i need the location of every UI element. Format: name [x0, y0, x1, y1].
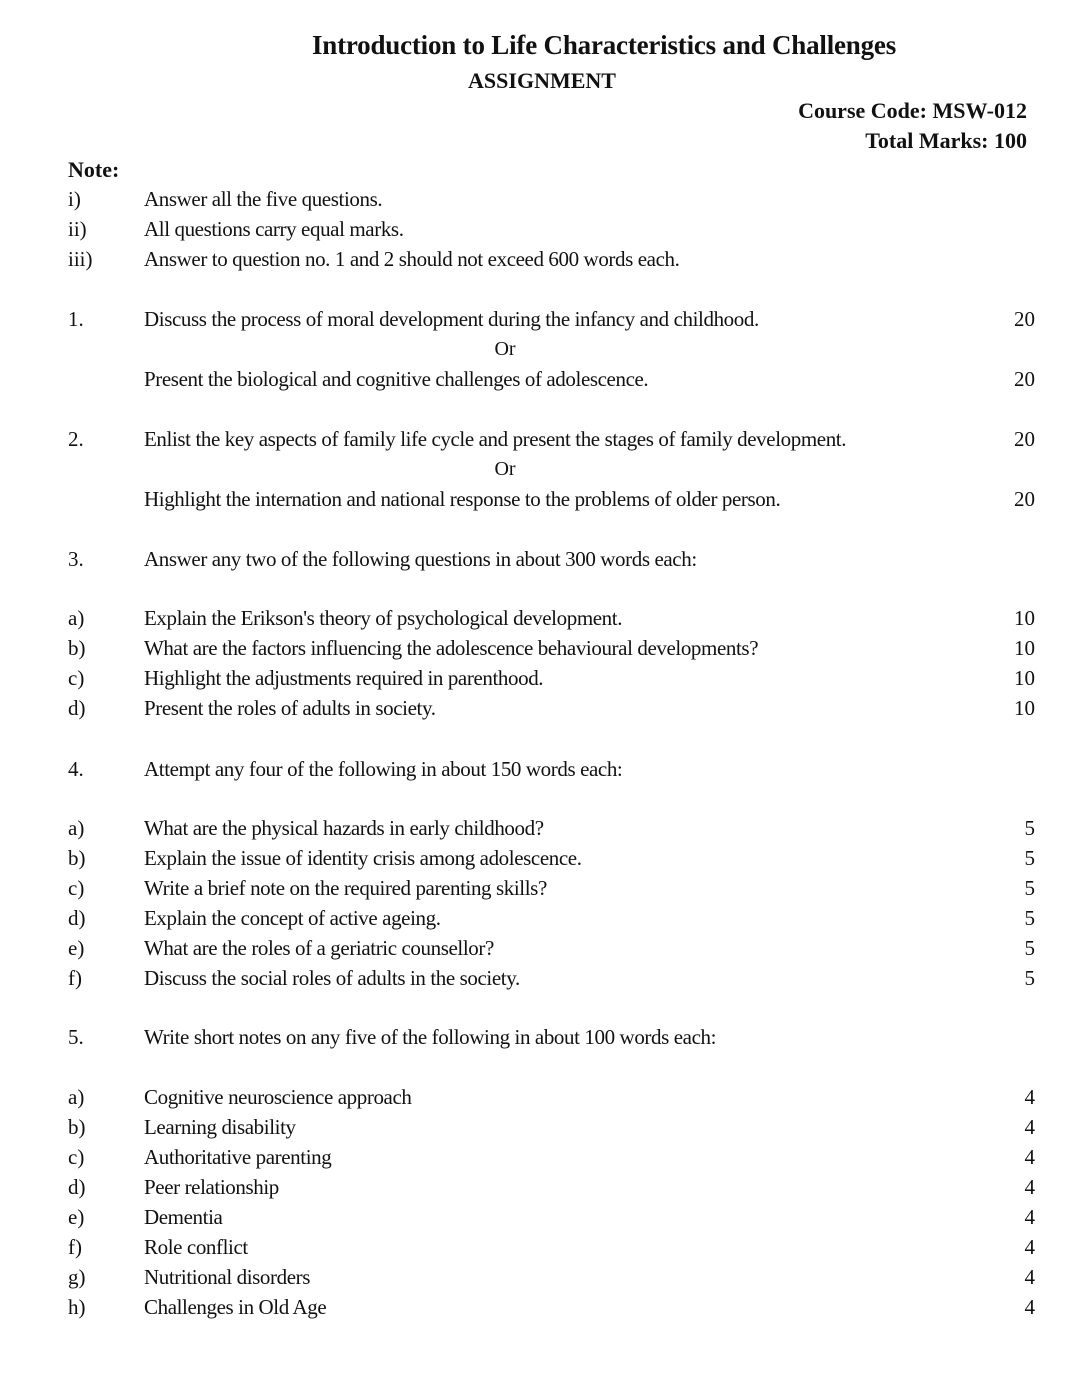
sub-question — [0, 1235, 1079, 1265]
question-text: Highlight the internation and national response to the problems of older person. — [144, 487, 781, 511]
sub-question-label: b) — [68, 1115, 86, 1139]
sub-question-marks: 10 — [1014, 666, 1035, 690]
sub-question — [0, 606, 1079, 636]
sub-question — [0, 666, 1079, 696]
question-text: Discuss the process of moral development during the infancy and childhood. — [144, 307, 759, 331]
document-title: Introduction to Life Characteristics and Challenges — [311, 30, 897, 60]
sub-question-label: g) — [68, 1265, 86, 1289]
note-text: Answer to question no. 1 and 2 should not exceed 600 words each. — [144, 247, 680, 271]
question-number: 4. — [68, 757, 84, 781]
sub-question-marks: 10 — [1014, 606, 1035, 630]
sub-question-label: c) — [68, 1145, 85, 1169]
sub-question-label: f) — [68, 1235, 82, 1259]
sub-question — [0, 816, 1079, 846]
question-text: Enlist the key aspects of family life cycle and present the stages of family development. — [144, 427, 847, 451]
question-marks: 20 — [1014, 307, 1035, 331]
question-4 — [0, 757, 1079, 787]
total-marks: Total Marks: 100 — [865, 128, 1027, 153]
sub-question-label: d) — [68, 1175, 86, 1199]
sub-question — [0, 1205, 1079, 1235]
sub-question-text: Highlight the adjustments required in parenthood. — [144, 666, 544, 690]
question-text: Present the biological and cognitive challenges of adolescence. — [144, 367, 649, 391]
sub-question — [0, 906, 1079, 936]
sub-question — [0, 1175, 1079, 1205]
question-marks: 20 — [1014, 427, 1035, 451]
question-1 — [0, 307, 1079, 337]
sub-question-label: b) — [68, 846, 86, 870]
sub-question — [0, 846, 1079, 876]
sub-question-marks: 4 — [1024, 1295, 1035, 1319]
sub-question — [0, 636, 1079, 666]
sub-question-label: a) — [68, 1085, 85, 1109]
sub-question-label: e) — [68, 1205, 85, 1229]
question-number: 3. — [68, 547, 84, 571]
sub-question — [0, 696, 1079, 726]
sub-question-marks: 10 — [1014, 696, 1035, 720]
or-separator: Or — [494, 338, 516, 360]
question-3 — [0, 547, 1079, 577]
sub-question-marks: 4 — [1024, 1175, 1035, 1199]
sub-question-label: a) — [68, 606, 85, 630]
sub-question — [0, 1115, 1079, 1145]
sub-question-text: Role conflict — [144, 1235, 248, 1259]
sub-question-marks: 10 — [1014, 636, 1035, 660]
sub-question-marks: 4 — [1024, 1145, 1035, 1169]
sub-question-marks: 5 — [1024, 816, 1035, 840]
sub-question — [0, 1145, 1079, 1175]
sub-question-label: f) — [68, 966, 82, 990]
sub-question-text: Learning disability — [144, 1115, 296, 1139]
sub-question-text: What are the roles of a geriatric counsellor? — [144, 936, 494, 960]
note-text: Answer all the five questions. — [144, 187, 383, 211]
question-5 — [0, 1025, 1079, 1055]
sub-question-label: e) — [68, 936, 85, 960]
sub-question — [0, 1085, 1079, 1115]
sub-question-marks: 5 — [1024, 906, 1035, 930]
course-code: Course Code: MSW-012 — [798, 98, 1027, 123]
sub-question-text: Peer relationship — [144, 1175, 279, 1199]
sub-question-text: Explain the Erikson's theory of psychological development. — [144, 606, 623, 630]
sub-question-marks: 4 — [1024, 1115, 1035, 1139]
sub-question-text: Present the roles of adults in society. — [144, 696, 436, 720]
document-subtitle: ASSIGNMENT — [468, 68, 616, 93]
sub-question-marks: 5 — [1024, 846, 1035, 870]
sub-question-text: Write a brief note on the required parenting skills? — [144, 876, 547, 900]
note-number: iii) — [68, 247, 93, 271]
sub-question — [0, 876, 1079, 906]
question-2 — [0, 427, 1079, 457]
sub-question-marks: 4 — [1024, 1265, 1035, 1289]
note-item — [0, 217, 1079, 247]
note-number: i) — [68, 187, 81, 211]
sub-question-label: h) — [68, 1295, 86, 1319]
sub-question-text: Challenges in Old Age — [144, 1295, 327, 1319]
sub-question-marks: 5 — [1024, 936, 1035, 960]
sub-question-label: d) — [68, 906, 86, 930]
question-1-alternative — [0, 367, 1079, 397]
sub-question-text: Dementia — [144, 1205, 223, 1229]
question-number: 5. — [68, 1025, 84, 1049]
sub-question-text: Explain the concept of active ageing. — [144, 906, 441, 930]
sub-question-text: Nutritional disorders — [144, 1265, 310, 1289]
sub-question-label: d) — [68, 696, 86, 720]
sub-question-marks: 5 — [1024, 966, 1035, 990]
question-2-alternative — [0, 487, 1079, 517]
sub-question-marks: 4 — [1024, 1235, 1035, 1259]
sub-question-marks: 5 — [1024, 876, 1035, 900]
question-instruction: Attempt any four of the following in about 150 words each: — [144, 757, 623, 781]
note-heading: Note: — [68, 157, 120, 182]
sub-question-text: What are the factors influencing the adolescence behavioural developments? — [144, 636, 759, 660]
question-instruction: Answer any two of the following questions in about 300 words each: — [144, 547, 697, 571]
note-number: ii) — [68, 217, 87, 241]
sub-question-text: What are the physical hazards in early childhood? — [144, 816, 544, 840]
question-number: 2. — [68, 427, 84, 451]
sub-question — [0, 1295, 1079, 1325]
sub-question-text: Authoritative parenting — [144, 1145, 332, 1169]
question-number: 1. — [68, 307, 84, 331]
sub-question-label: b) — [68, 636, 86, 660]
sub-question-text: Discuss the social roles of adults in the society. — [144, 966, 520, 990]
sub-question-marks: 4 — [1024, 1085, 1035, 1109]
question-marks: 20 — [1014, 367, 1035, 391]
sub-question — [0, 936, 1079, 966]
sub-question-text: Explain the issue of identity crisis among adolescence. — [144, 846, 582, 870]
or-separator: Or — [494, 458, 516, 480]
note-item — [0, 247, 1079, 277]
sub-question — [0, 1265, 1079, 1295]
sub-question-label: c) — [68, 876, 85, 900]
sub-question-label: c) — [68, 666, 85, 690]
sub-question-text: Cognitive neuroscience approach — [144, 1085, 412, 1109]
question-marks: 20 — [1014, 487, 1035, 511]
sub-question-marks: 4 — [1024, 1205, 1035, 1229]
note-text: All questions carry equal marks. — [144, 217, 404, 241]
question-instruction: Write short notes on any five of the following in about 100 words each: — [144, 1025, 717, 1049]
sub-question — [0, 966, 1079, 996]
sub-question-label: a) — [68, 816, 85, 840]
note-item — [0, 187, 1079, 217]
